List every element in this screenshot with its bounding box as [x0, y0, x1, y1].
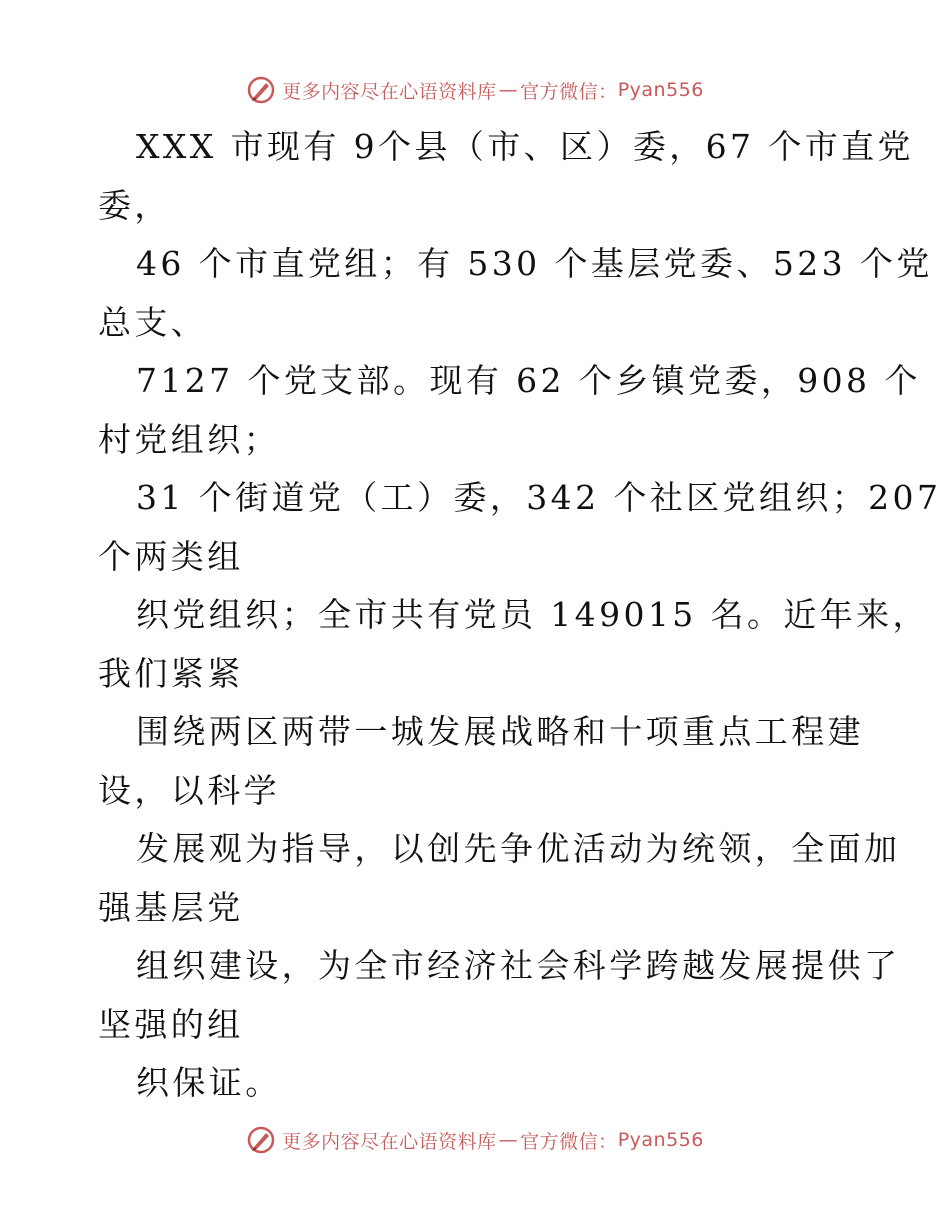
paragraph-first-line: 7127 个党支部。现有 62 个乡镇党委，908 个 — [136, 361, 921, 400]
paragraph-wrap-line: 我们紧紧 — [98, 653, 244, 693]
paragraph — [98, 820, 901, 937]
paragraph — [98, 469, 942, 586]
paragraph-first-line: 织保证。 — [136, 1063, 282, 1102]
paragraph — [98, 235, 933, 352]
paragraph-first-line: 织党组织；全市共有党员 149015 名。近年来， — [136, 595, 929, 634]
document-body — [98, 118, 942, 1113]
paragraph-wrap-line: 设，以科学 — [98, 770, 280, 810]
watermark-separator: — — [498, 79, 519, 101]
paragraph-first-line: XXX 市现有 9个县（市、区）委，67 个市直党 — [136, 127, 914, 166]
paragraph-wrap-line: 村党组织； — [98, 419, 280, 459]
paragraph — [98, 352, 921, 469]
paragraph-first-line: 31 个街道党（工）委，342 个社区党组织；207 — [136, 478, 942, 517]
paragraph — [98, 1054, 858, 1113]
paragraph — [98, 937, 901, 1054]
watermark-text: 更多内容尽在心语资料库 — [282, 1130, 497, 1153]
paragraph-wrap-line: 坚强的组 — [98, 1004, 244, 1044]
watermark-id: Pyan556 — [617, 79, 704, 101]
paragraph-wrap-line: 强基层党 — [98, 887, 244, 927]
paragraph — [98, 118, 914, 235]
watermark-id: Pyan556 — [617, 1129, 704, 1151]
watermark-label: 官方微信： — [520, 80, 618, 103]
watermark-label: 官方微信： — [520, 1130, 618, 1153]
paragraph — [98, 586, 929, 703]
paragraph-wrap-line: 委， — [98, 185, 171, 225]
paragraph-wrap-line: 个两类组 — [98, 536, 244, 576]
header-watermark — [0, 72, 950, 108]
watermark-separator: — — [498, 1129, 519, 1151]
footer-watermark — [0, 1122, 950, 1158]
paragraph-first-line: 发展观为指导，以创先争优活动为统领，全面加 — [136, 829, 901, 868]
paragraph — [98, 703, 864, 820]
pen-logo-icon — [246, 75, 276, 105]
paragraph-wrap-line: 总支、 — [98, 302, 208, 342]
watermark-text: 更多内容尽在心语资料库 — [282, 80, 497, 103]
paragraph-first-line: 46 个市直党组；有 530 个基层党委、523 个党 — [136, 244, 933, 283]
paragraph-first-line: 组织建设，为全市经济社会科学跨越发展提供了 — [136, 946, 901, 985]
paragraph-first-line: 围绕两区两带一城发展战略和十项重点工程建 — [136, 712, 864, 751]
pen-logo-icon — [246, 1125, 276, 1155]
